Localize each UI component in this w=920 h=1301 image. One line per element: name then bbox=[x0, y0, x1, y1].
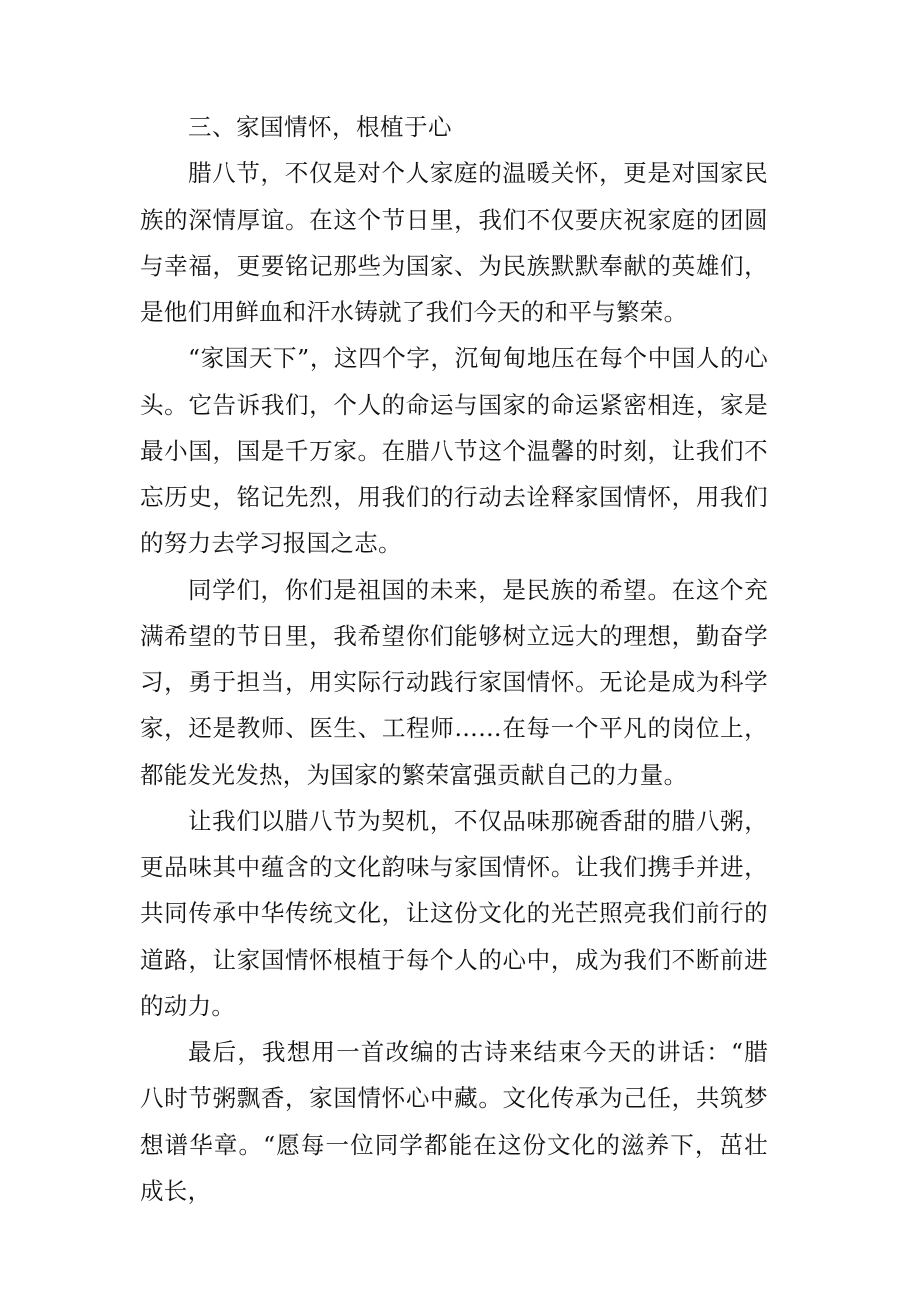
document-body bbox=[140, 104, 768, 1214]
section-heading: 三、家国情怀，根植于心 bbox=[188, 113, 452, 141]
paragraph-4: 让我们以腊八节为契机，不仅品味那碗香甜的腊八粥，更品味其中蕴含的文化韵味与家国情怀。让我们携手并进，共同传承中华传统文化，让这份文化的光芒照亮我们前行的道路，让家国情怀根植于每个人的心中，成为我们不断前进的动力。 bbox=[140, 806, 768, 1020]
paragraph-5: 最后，我想用一首改编的古诗来结束今天的讲话：“腊八时节粥飘香，家国情怀心中藏。文化传承为己任，共筑梦想谱华章。“愿每一位同学都能在这份文化的滋养下，茁壮成长， bbox=[140, 1038, 768, 1205]
paragraph-1: 腊八节，不仅是对个人家庭的温暖关怀，更是对国家民族的深情厚谊。在这个节日里，我们不仅要庆祝家庭的团圆与幸福，更要铭记那些为国家、为民族默默奉献的英雄们，是他们用鲜血和汗水铸就了我们今天的和平与繁荣。 bbox=[140, 159, 768, 326]
paragraph-2: “家国天下”，这四个字，沉甸甸地压在每个中国人的心头。它告诉我们，个人的命运与国家的命运紧密相连，家是最小国，国是千万家。在腊八节这个温馨的时刻，让我们不忘历史，铭记先烈，用我们的行动去诠释家国情怀，用我们的努力去学习报国之志。 bbox=[140, 344, 768, 558]
paragraph-3: 同学们，你们是祖国的未来，是民族的希望。在这个充满希望的节日里，我希望你们能够树立远大的理想，勤奋学习，勇于担当，用实际行动践行家国情怀。无论是成为科学家，还是教师、医生、工程师……在每一个平凡的岗位上，都能发光发热，为国家的繁荣富强贡献自己的力量。 bbox=[140, 575, 768, 789]
